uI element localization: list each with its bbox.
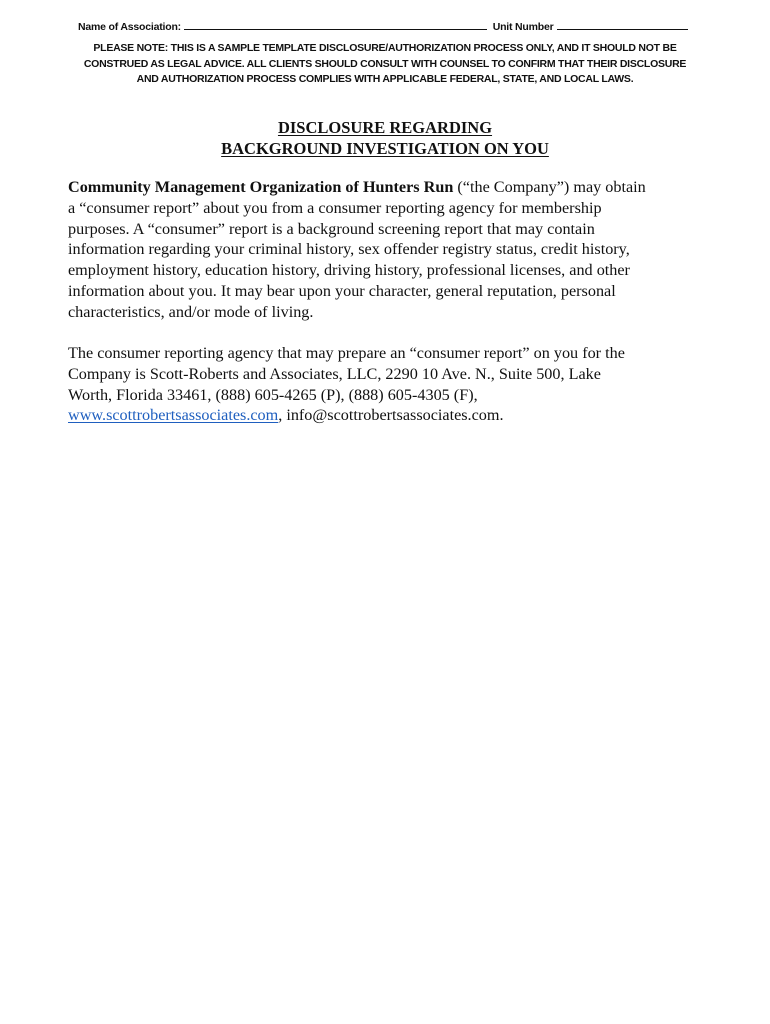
notice-line: CONSTRUED AS LEGAL ADVICE. ALL CLIENTS SHOULD CONSULT WITH COUNSEL TO CONFIRM THAT THEIR DISCLOSURE bbox=[83, 57, 687, 70]
title-line-2: BACKGROUND INVESTIGATION ON YOU bbox=[221, 139, 549, 158]
paragraph-line: Worth, Florida 33461, (888) 605-4265 (P), (888) 605-4305 (F), bbox=[68, 385, 478, 404]
paragraph-line: The consumer reporting agency that may prepare an “consumer report” on you for the bbox=[68, 344, 625, 362]
paragraph-line: employment history, education history, driving history, professional licenses, and other bbox=[68, 261, 630, 280]
title-line-1: DISCLOSURE REGARDING bbox=[277, 118, 493, 137]
paragraph-line: characteristics, and/or mode of living. bbox=[68, 302, 314, 321]
legal-notice bbox=[60, 41, 710, 88]
paragraph-line: information about you. It may bear upon your character, general reputation, personal bbox=[68, 281, 616, 300]
association-header bbox=[78, 18, 692, 33]
notice-line: PLEASE NOTE: THIS IS A SAMPLE TEMPLATE DISCLOSURE/AUTHORIZATION PROCESS ONLY, AND IT SHOULD NOT BE bbox=[93, 42, 677, 54]
unit-number-field[interactable] bbox=[557, 18, 688, 30]
notice-line: AND AUTHORIZATION PROCESS COMPLIES WITH APPLICABLE FEDERAL, STATE, AND LOCAL LAWS. bbox=[136, 73, 634, 85]
paragraph-line: Company is Scott-Roberts and Associates, LLC, 2290 10 Ave. N., Suite 500, Lake bbox=[68, 364, 601, 383]
paragraph-line: a “consumer report” about you from a consumer reporting agency for membership bbox=[68, 198, 602, 217]
association-name-field[interactable] bbox=[184, 18, 487, 30]
unit-number-label: Unit Number bbox=[492, 21, 554, 33]
document-title bbox=[0, 117, 770, 159]
paragraph-text: (“the Company”) may obtain bbox=[453, 178, 646, 196]
paragraph-line bbox=[68, 177, 708, 198]
association-name-label: Name of Association: bbox=[78, 21, 181, 33]
disclosure-paragraph-1 bbox=[68, 177, 708, 323]
company-name: Community Management Organization of Hunters Run bbox=[68, 178, 454, 196]
agency-email-text: , info@scottrobertsassociates.com. bbox=[278, 406, 504, 425]
disclosure-paragraph-2 bbox=[68, 343, 708, 426]
paragraph-line: information regarding your criminal history, sex offender registry status, credit history, bbox=[68, 240, 630, 259]
paragraph-line bbox=[68, 405, 708, 426]
agency-website-link[interactable]: www.scottrobertsassociates.com bbox=[68, 406, 279, 425]
paragraph-line: purposes. A “consumer” report is a background screening report that may contain bbox=[68, 219, 595, 238]
